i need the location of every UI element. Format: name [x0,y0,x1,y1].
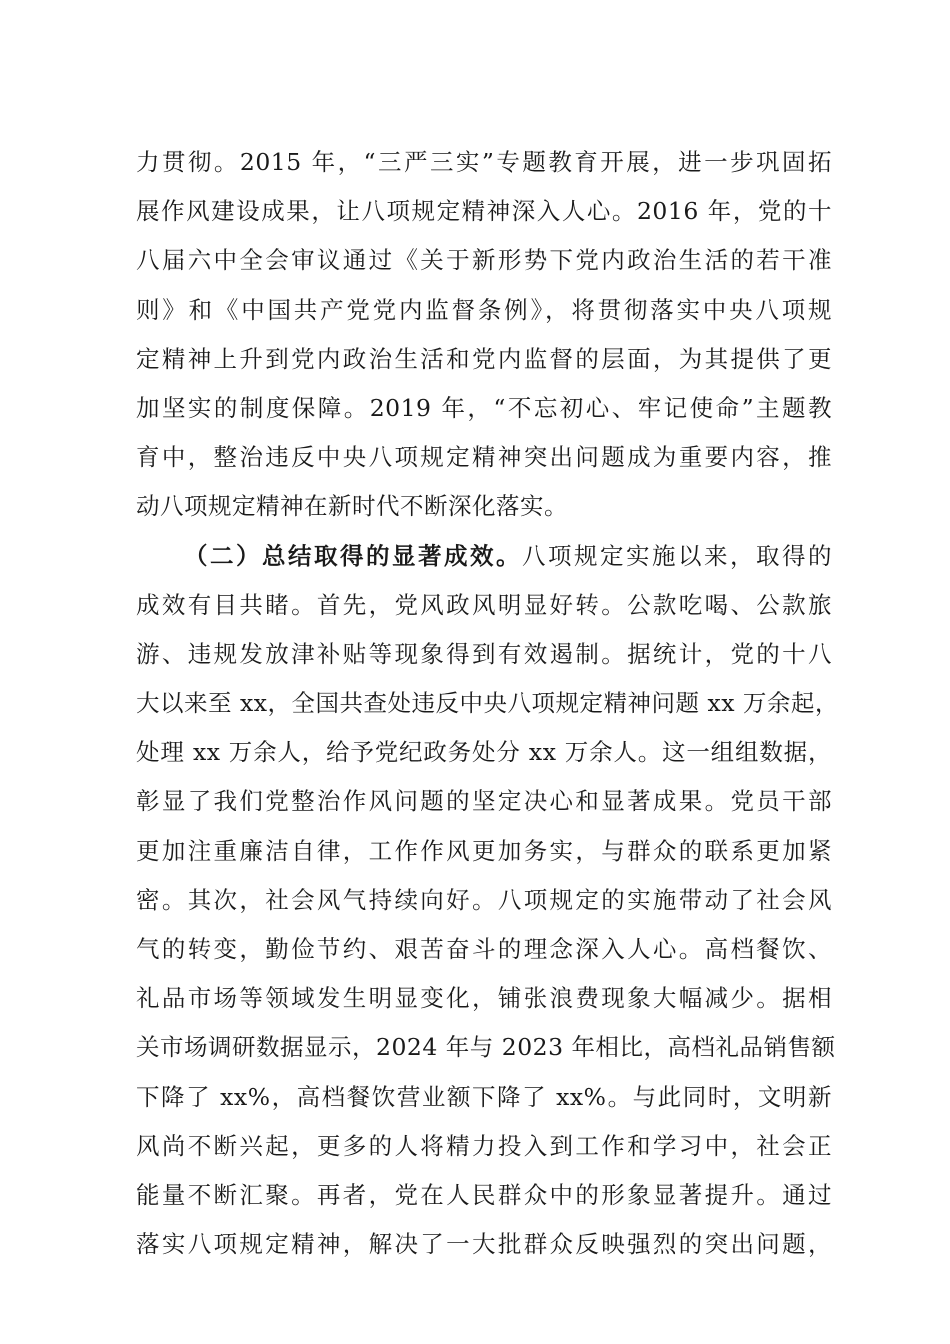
text-line: 大以来至 xx，全国共查处违反中央八项规定精神问题 xx 万余起， [136,689,839,718]
text-line: 密。其次，社会风气持续向好。八项规定的实施带动了社会风 [136,885,832,914]
text-line: 能量不断汇聚。再者，党在人民群众中的形象显著提升。通过 [136,1180,832,1209]
text-line: 游、违规发放津补贴等现象得到有效遏制。据统计，党的十八 [136,639,832,668]
text-line: 关市场调研数据显示，2024 年与 2023 年相比，高档礼品销售额 [136,1033,836,1062]
text-line: 处理 xx 万余人，给予党纪政务处分 xx 万余人。这一组组数据， [136,738,832,767]
text-line: 更加注重廉洁自律，工作作风更加务实，与群众的联系更加紧 [136,836,832,865]
text-line: 加坚实的制度保障。2019 年，“不忘初心、牢记使命”主题教 [136,393,832,422]
section-heading: （二）总结取得的显著成效。 [184,541,522,570]
text-line: 八届六中全会审议通过《关于新形势下党内政治生活的若干准 [136,246,832,275]
text-line-first [136,532,832,581]
text-line: 风尚不断兴起，更多的人将精力投入到工作和学习中，社会正 [136,1131,832,1160]
text-run: 八项规定实施以来，取得的 [522,541,832,570]
text-line: 彰显了我们党整治作风问题的坚定决心和显著成果。党员干部 [136,787,832,816]
body-text [136,138,839,1269]
text-line: 下降了 xx%，高档餐饮营业额下降了 xx%。与此同时，文明新 [136,1082,832,1111]
text-line: 展作风建设成果，让八项规定精神深入人心。2016 年，党的十 [136,197,832,226]
text-line: 落实八项规定精神，解决了一大批群众反映强烈的突出问题， [136,1230,832,1259]
text-line: 成效有目共睹。首先，党风政风明显好转。公款吃喝、公款旅 [136,590,832,619]
text-line: 气的转变，勤俭节约、艰苦奋斗的理念深入人心。高档餐饮、 [136,935,832,963]
text-line: 则》和《中国共产党党内监督条例》，将贯彻落实中央八项规 [136,295,832,324]
paragraph-1 [136,138,832,532]
paragraph-2 [136,532,839,1270]
text-line: 定精神上升到党内政治生活和党内监督的层面，为其提供了更 [136,344,832,373]
text-line: 礼品市场等领域发生明显变化，铺张浪费现象大幅减少。据相 [136,984,832,1013]
text-line: 力贯彻。2015 年，“三严三实”专题教育开展，进一步巩固拓 [136,148,832,176]
text-line: 育中，整治违反中央八项规定精神突出问题成为重要内容，推 [136,443,832,472]
text-line: 动八项规定精神在新时代不断深化落实。 [136,492,568,521]
